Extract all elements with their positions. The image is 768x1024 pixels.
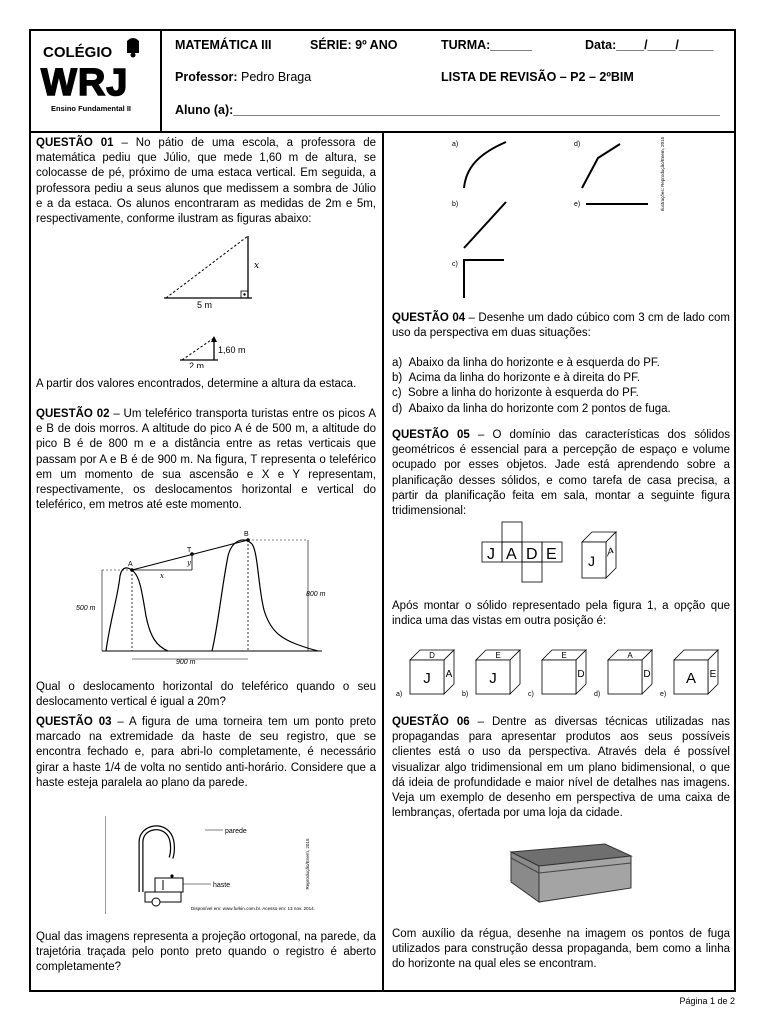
option-a-curve [464, 142, 506, 188]
q5-cube [582, 532, 616, 578]
fig-label-2m: 2 m [189, 361, 205, 368]
left-column [36, 136, 376, 227]
net-face-3: D [526, 546, 538, 563]
cube-top-letter: E [561, 651, 567, 660]
q5-option-label: e) [660, 691, 667, 698]
q5-option-label: b) [462, 691, 469, 698]
question-05: QUESTÃO 05 – O domínio das características dos sólidos geométricos é essencial para a percepção de espaço e volume ocupado por esses objetos. Jade está aprendendo sobre a planificação desses sólidos, e como tarefa de casa precisa, a partir da planificação feita em sala, montar a seguinte figura tridimensional: [392, 429, 730, 518]
gift-box-image [505, 836, 637, 908]
svg-text:A: A [607, 544, 614, 560]
cube-top-letter: E [495, 651, 501, 660]
q2-question: Qual o deslocamento horizontal do teleférico quando o seu deslocamento vertical é igual a 20m? [36, 681, 376, 709]
option-a-label: a) [452, 141, 459, 148]
fig-label-A: A [128, 561, 133, 568]
q4-item-c: c) Sobre a linha do horizonte à esquerda do PF. [392, 387, 639, 400]
q3-options-figure [448, 132, 668, 298]
fig-label-T: T [187, 547, 192, 554]
svg-text:J: J [588, 553, 595, 569]
option-c-lines [464, 260, 504, 298]
subject-title: MATEMÁTICA III [175, 38, 272, 52]
logo-bottom-text: Ensino Fundamental II [51, 104, 132, 113]
q5-option-label: c) [528, 691, 534, 698]
q5-option-c [528, 650, 586, 698]
cube-front-letter: A [685, 670, 697, 688]
q5-option-label: d) [594, 691, 601, 698]
fig-label-800m: 800 m [306, 591, 326, 598]
professor-label: Professor: [175, 70, 238, 84]
cube-front-face [608, 660, 642, 694]
lista-title: LISTA DE REVISÃO – P2 – 2ºBIM [441, 70, 634, 84]
q4-item-d: d) Abaixo da linha do horizonte com 2 pontos de fuga. [392, 402, 671, 415]
q1-question: A partir dos valores encontrados, determine a altura da estaca. [36, 378, 357, 390]
fig-label-500m: 500 m [76, 605, 96, 612]
q5-option-d [594, 650, 652, 698]
q4-item-b: b) Acima da linha do horizonte e à direita do PF. [392, 372, 641, 385]
aluno-field: Aluno (a):______________________________________________________________________ [175, 103, 720, 117]
option-b-label: b) [452, 201, 459, 208]
q3-question: Qual das imagens representa a projeção ortogonal, na parede, da trajetória traçada pelo ponto preto quando o registro é aberto completamente? [36, 931, 376, 974]
option-c-label: c) [452, 261, 458, 268]
serie-label: SÉRIE: 9º ANO [310, 38, 398, 52]
q3-faucet-figure [105, 814, 315, 920]
column-divider [382, 133, 384, 992]
q4-item-a: a) Abaixo da linha do horizonte e à esquerda do PF. [392, 357, 660, 369]
option-d-lines [582, 144, 620, 188]
page-number: Página 1 de 2 [679, 996, 735, 1006]
cube-front-letter: J [423, 670, 431, 688]
school-logo [29, 29, 162, 131]
question-02: QUESTÃO 02 – Um teleférico transporta turistas entre os picos A e B de dois morros. A altitude do pico A é de 500 m, a altitude do pico B é de 800 m e a distância entre as retas verticais que passam por A e B é de 900 m. Na figura, T representa o teleférico em um momento de sua ascensão e X e Y representam, respectivamente, os deslocamentos horizontal e vertical do teleférico, em metros até este momento. [36, 408, 376, 512]
header [29, 29, 736, 133]
fig-label-B: B [244, 531, 249, 538]
turma-field: TURMA:______ [441, 38, 533, 52]
q2-cable-car-figure [72, 526, 334, 666]
fig-label-5m: 5 m [197, 300, 213, 310]
question-03: QUESTÃO 03 – A figura de uma torneira tem um ponto preto marcado na extremidade da haste de seu registro, que se encontra fechado e, para abri-lo completamente, é necessário girar a haste 1/4 de volta no sentido anti-horário. Considere que a haste esteja paralela ao plano da parede. [36, 716, 376, 789]
q5-question: Após montar o sólido representado pela figura 1, a opção que indica uma das vistas em outra posição é: [392, 600, 730, 628]
cube-top-letter: A [627, 651, 633, 660]
options-credit: Ilustrações: Reprodução/Enem, 2015 [660, 136, 665, 212]
net-face-1: J [487, 546, 495, 563]
option-d-label: d) [574, 141, 581, 148]
q6-question: Com auxílio da régua, desenhe na imagem os pontos de fuga utilizados para construção dessa propaganda, bem como a linha do horizonte na qual eles se encontram. [392, 928, 730, 971]
q5-option-a [396, 650, 454, 698]
q5-option-e [660, 650, 718, 698]
q5-option-b [462, 650, 520, 698]
option-e-label: e) [574, 201, 581, 208]
cube-side-letter: D [643, 669, 651, 680]
bell-icon [127, 38, 139, 53]
fig-credit: Reprodução/Enem, 2015 [305, 838, 310, 890]
fig-label-x: x [254, 261, 260, 271]
fig-label-parede: parede [225, 828, 247, 835]
q5-options [394, 646, 732, 698]
net-face-4: E [546, 546, 557, 563]
q5-net-and-cube [480, 520, 640, 584]
fig-label-900m: 900 m [176, 659, 196, 666]
fig-source: Disponível em: www.furkin.com.br. Acesso em: 13 nov. 2014. [191, 906, 315, 911]
fig-label-x: x [160, 572, 164, 580]
net-face-2: A [506, 546, 517, 563]
cube-front-face [542, 660, 576, 694]
professor-name: Pedro Braga [241, 70, 312, 84]
logo-top-text: COLÉGIO [43, 44, 113, 61]
q5-option-label: a) [396, 691, 403, 698]
logo-main-text: WRJ [41, 62, 129, 104]
option-b-line [464, 202, 506, 248]
fig-label-y: y [187, 559, 191, 567]
q1-figure [160, 228, 270, 368]
question-01: QUESTÃO 01 – No pátio de uma escola, a professora de matemática pediu que Júlio, que mede 1,60 m de altura, se colocasse de pé, próximo de uma estaca vertical. Em seguida, a professora pediu a seus alunos que medissem a sombra de Júlio e a da estaca. Os alunos encontraram as medidas de 2m e 5m, respectivamente, conforme ilustram as figuras abaixo: [36, 137, 376, 226]
cube-top-letter: D [429, 651, 435, 660]
cube-side-letter: E [709, 669, 717, 680]
fig-label-haste: haste [213, 882, 231, 889]
cube-side-letter: A [445, 669, 453, 680]
cube-side-letter: D [577, 669, 585, 680]
fig-label-160m: 1,60 m [218, 345, 246, 355]
date-field: Data:____/____/_____ [585, 38, 714, 52]
question-06: QUESTÃO 06 – Dentre as diversas técnicas utilizadas nas propagandas para apresentar produtos aos seus possíveis clientes está o uso da perspectiva. Através dela é possível visualizar algo tridimensional em um plano bidimensional, o que dá ideia de profundidade e maior nível de detalhes nas imagens. Veja um exemplo de desenho em perspectiva de uma caixa de lembranças, ofertada por uma loja da cidade. [392, 716, 730, 820]
professor-line [175, 70, 311, 84]
cube-front-letter: J [489, 670, 497, 688]
question-04: QUESTÃO 04 – Desenhe um dado cúbico com 3 cm de lado com uso da perspectiva em duas situações: [392, 312, 730, 340]
q4-items [392, 356, 730, 417]
